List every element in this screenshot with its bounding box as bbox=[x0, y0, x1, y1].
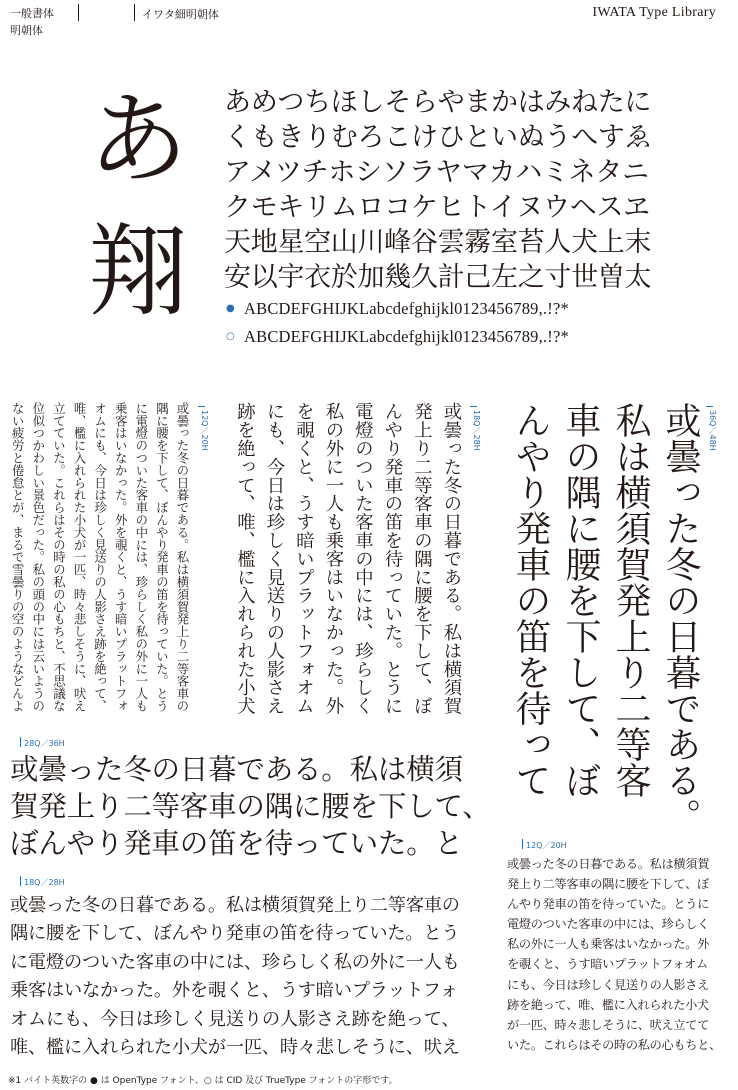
big-glyph-sho: 翔 bbox=[88, 213, 188, 330]
vertical-text-36q bbox=[505, 402, 705, 838]
text-line: を覗くと、うす暗いプラットフォオム bbox=[507, 957, 708, 972]
text-line: 唯、檻に入れられた小犬が一匹、時々悲しそうに、吠え bbox=[10, 1037, 460, 1059]
size-tag-rule bbox=[20, 876, 21, 886]
open-bullet-icon: ○ bbox=[226, 331, 235, 342]
specimen-row-kanji-2: 安以宇衣於加幾久計己左之寸世曽太 bbox=[224, 262, 652, 293]
text-line: 位似つかわしい景色だった。私の頭の中には云いようの bbox=[30, 402, 46, 712]
text-line: 発上り二等客車の隅に腰を下して、ぼ bbox=[411, 402, 433, 715]
text-line: いた。これらはその時の私の心もちと、 bbox=[507, 1037, 721, 1052]
big-glyph-a: あ bbox=[88, 81, 188, 198]
category-line-2: 明朝体 bbox=[10, 24, 43, 37]
filled-bullet-icon: ● bbox=[226, 303, 235, 314]
text-line: ぼんやり発車の笛を待っていた。と bbox=[10, 827, 463, 860]
header-divider-1 bbox=[78, 4, 79, 21]
header-divider-2 bbox=[134, 4, 135, 21]
text-line: 或曇った冬の日暮である。私は横須賀 bbox=[441, 402, 462, 715]
text-line: んやり発車の笛を待っていた。とうに bbox=[507, 897, 710, 912]
vertical-text-18q bbox=[230, 402, 466, 732]
size-tag-rule bbox=[706, 406, 713, 407]
category-label bbox=[10, 5, 54, 39]
specimen-row-hiragana-2: くもきりむろこけひといぬうへすゑ bbox=[224, 122, 652, 153]
text-line: 或曇った冬の日暮である。 bbox=[660, 402, 701, 834]
text-line: 隅に腰を下して、ぼんやり発車の笛を待っていた。とう bbox=[10, 923, 460, 945]
text-line: 賀発上り二等客車の隅に腰を下して、 bbox=[10, 790, 491, 823]
text-line: オムにも、今日は珍しく見送りの人影さえ跡を絶って、 bbox=[92, 402, 108, 712]
text-line: が一匹、時々悲しそうに、吠え立てて bbox=[507, 1017, 710, 1032]
size-label-18q-vertical: 18Q／28H bbox=[472, 410, 481, 451]
specimen-row-kanji-1: 天地星空山川峰谷雲霧室苔人犬上末 bbox=[224, 227, 652, 258]
alphanumeric-row-cid: ABCDEFGHIJKLabcdefghijkl0123456789,.!?* bbox=[244, 327, 569, 346]
text-line: に電燈のついた客車の中には、珍らしく私の外に一人も bbox=[133, 402, 149, 712]
text-line: 私は横須賀発上り二等客 bbox=[610, 402, 651, 798]
text-line: 或曇った冬の日暮である。私は横須賀発上り二等客車の bbox=[175, 402, 190, 712]
size-tag-rule bbox=[198, 406, 205, 407]
font-name: イワタ細明朝体 bbox=[142, 8, 219, 21]
specimen-row-katakana-1: アメツチホシソラヤマカハミネタニ bbox=[224, 157, 649, 188]
horizontal-text-12q bbox=[507, 854, 721, 1055]
horizontal-text-28q bbox=[10, 751, 491, 862]
footnote: ※1 バイト英数字の ● は OpenType フォント、○ は CID 及び TrueType フォントの字形です。 bbox=[8, 1076, 398, 1086]
text-line: んやり発車の笛を待って bbox=[510, 402, 551, 798]
text-line: 立てていた。これらはその時の私の心もちと、不思議な bbox=[51, 402, 67, 712]
text-line: 電燈のついた客車の中には、珍らしく bbox=[507, 917, 710, 932]
category-line-1: 一般書体 bbox=[10, 7, 54, 20]
text-line: 或曇った冬の日暮である。私は横須賀発上り二等客車の bbox=[10, 895, 460, 916]
text-line: 隅に腰を下して、ぼんやり発車の笛を待っていた。とう bbox=[154, 402, 170, 712]
library-title: IWATA Type Library bbox=[592, 5, 716, 20]
specimen-row-katakana-2: クモキリムロコケヒトイヌウヘスヱ bbox=[224, 192, 650, 223]
text-line: 或曇った冬の日暮である。私は横須 bbox=[10, 753, 463, 786]
size-label-12q: 12Q／20H bbox=[526, 841, 567, 850]
text-line: オムにも、今日は珍しく見送りの人影さえ跡を絶って、 bbox=[10, 1008, 460, 1030]
vertical-text-12q bbox=[6, 402, 192, 732]
size-label-12q-vertical: 12Q／20H bbox=[200, 410, 209, 451]
text-line: 或曇った冬の日暮である。私は横須賀 bbox=[507, 857, 710, 871]
text-line: にも、今日は珍しく見送りの人影さえ bbox=[264, 402, 285, 715]
text-line: にも、今日は珍しく見送りの人影さえ bbox=[507, 977, 710, 992]
text-line: 跡を絶って、唯、檻に入れられた小犬 bbox=[507, 997, 709, 1012]
size-label-28q: 28Q／36H bbox=[24, 739, 65, 748]
text-line: 電燈のついた客車の中には、珍らしく bbox=[352, 402, 374, 715]
text-line: 唯、檻に入れられた小犬が一匹、時々悲しそうに、吠え bbox=[72, 402, 88, 712]
size-label-18q: 18Q／28H bbox=[24, 878, 65, 887]
text-line: を覗くと、うす暗いプラットフォオム bbox=[293, 402, 315, 715]
text-line: んやり発車の笛を待っていた。とうに bbox=[382, 402, 403, 715]
text-line: 私の外に一人も乗客はいなかった。外 bbox=[323, 402, 344, 715]
size-tag-rule bbox=[470, 406, 477, 407]
size-tag-rule bbox=[20, 737, 21, 747]
text-line: 車の隅に腰を下して、ぼ bbox=[560, 402, 601, 798]
size-label-36q-vertical: 36Q／48H bbox=[708, 410, 717, 451]
specimen-row-hiragana-1: あめつちほしそらやまかはみねたに bbox=[224, 87, 652, 118]
text-line: 乗客はいなかった。外を覗くと、うす暗いプラットフォ bbox=[10, 980, 458, 1002]
text-line: ない疲労と倦怠とが、まるで雪曇りの空のようなどんよ bbox=[10, 402, 26, 712]
text-line: 跡を絶って、唯、檻に入れられた小犬 bbox=[234, 402, 256, 715]
alphanumeric-row-opentype: ABCDEFGHIJKLabcdefghijkl0123456789,.!?* bbox=[244, 299, 569, 318]
text-line: に電燈のついた客車の中には、珍らしく私の外に一人も bbox=[10, 951, 460, 973]
size-tag-rule bbox=[522, 839, 523, 849]
text-line: 乗客はいなかった。外を覗くと、うす暗いプラットフォ bbox=[113, 402, 129, 712]
text-line: 発上り二等客車の隅に腰を下して、ぼ bbox=[507, 877, 709, 892]
text-line: 私の外に一人も乗客はいなかった。外 bbox=[507, 937, 710, 952]
horizontal-text-18q bbox=[10, 892, 460, 1062]
